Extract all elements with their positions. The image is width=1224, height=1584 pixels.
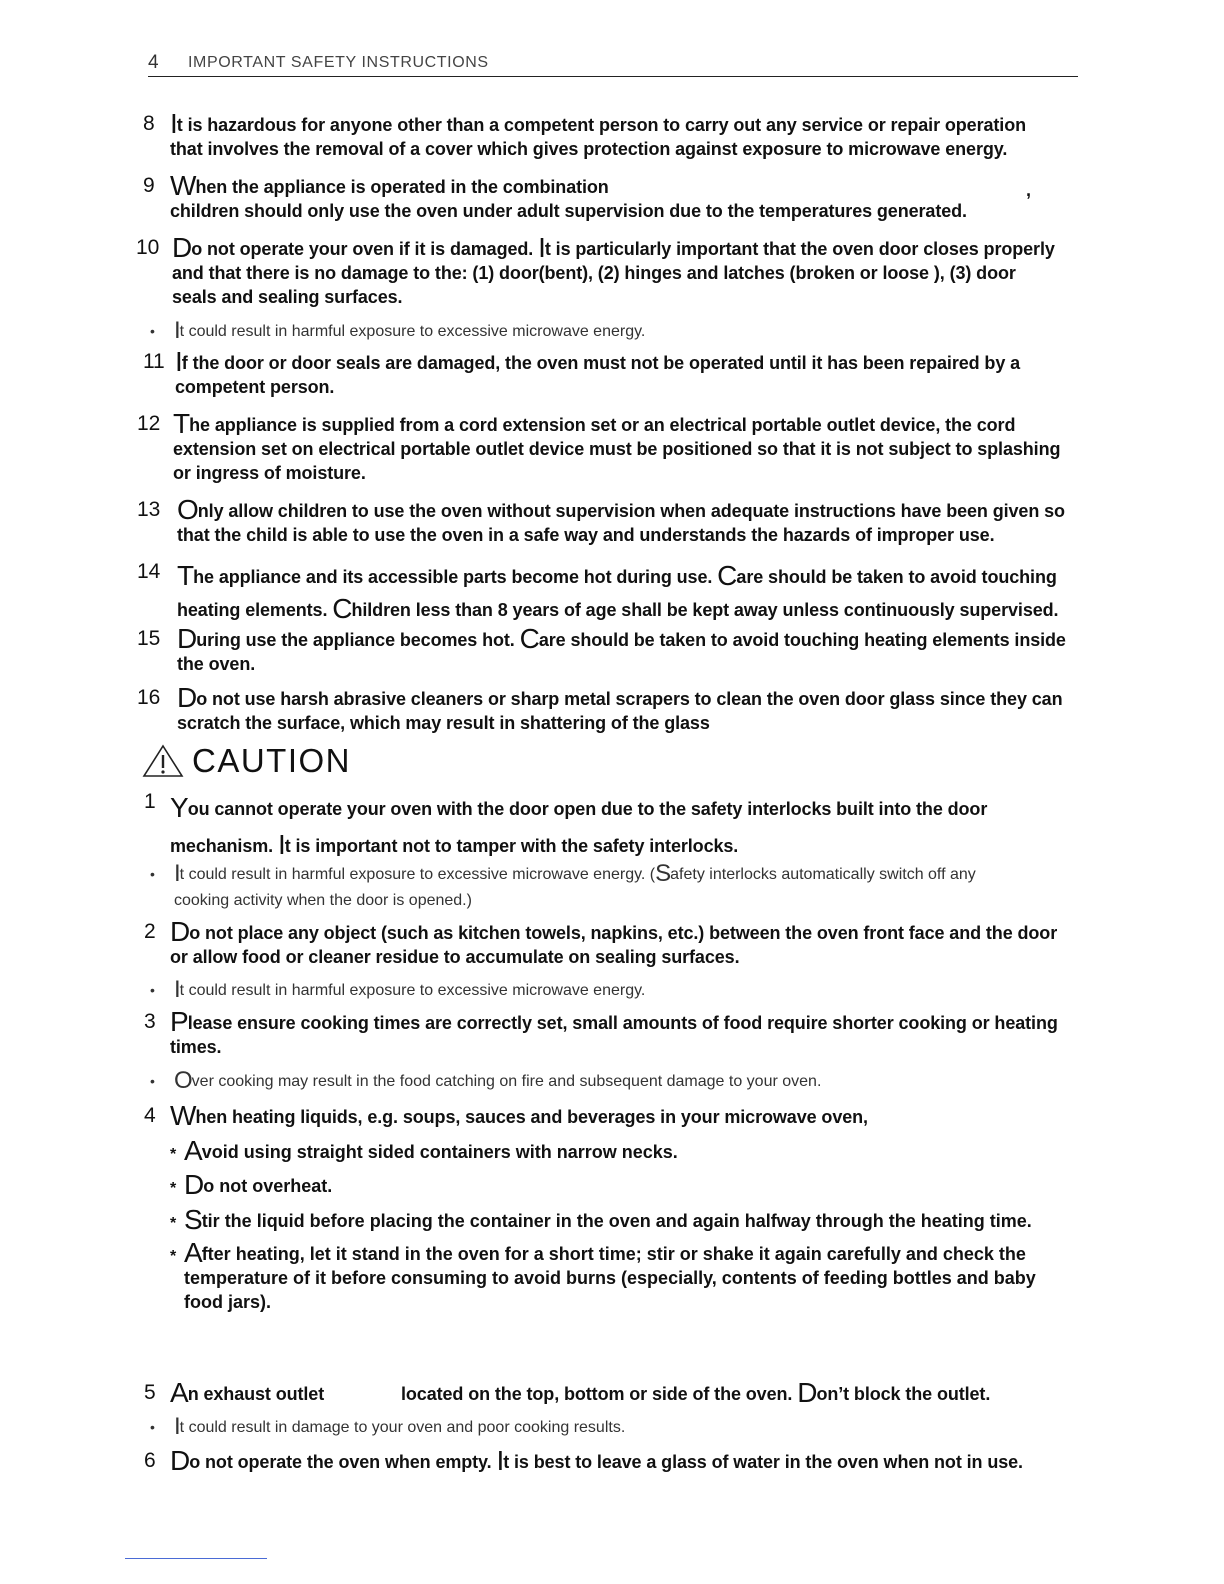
safety-item-9: 9 When the appliance is operated in the combination children should only use the oven under adult supervision due to the temperatures generated. , bbox=[143, 170, 1031, 221]
note-bullet: • Over cooking may result in the food catching on fire and subsequent damage to your oven. bbox=[150, 1067, 822, 1094]
item-number: 13 bbox=[137, 498, 161, 521]
caution-item-2: 2 Do not place any object (such as kitchen towels, napkins, etc.) between the oven front face and the door or allow food or cleaner residue to accumulate on sealing surfaces. bbox=[144, 916, 1058, 967]
safety-item-12: 12 The appliance is supplied from a cord extension set or an electrical portable outlet device, the cord extension set on electrical portable outlet device must be positioned so that it is not subject to splashing or ingress of moisture. bbox=[137, 408, 1061, 483]
item-number: 9 bbox=[143, 174, 155, 197]
caution-item-4: 4 When heating liquids, e.g. soups, sauces and beverages in your microwave oven, bbox=[144, 1100, 868, 1131]
page-header bbox=[148, 52, 1078, 77]
item-number: 11 bbox=[143, 350, 165, 373]
sub-item: * Stir the liquid before placing the container in the oven and again halfway through the heating time. bbox=[170, 1204, 1032, 1235]
caution-item-3: 3 Please ensure cooking times are correctly set, small amounts of food require shorter cooking or heating times. bbox=[144, 1006, 1058, 1057]
safety-item-16: 16 Do not use harsh abrasive cleaners or sharp metal scrapers to clean the oven door glass since they can scratch the surface, which may result in shattering of the glass bbox=[137, 682, 1063, 733]
item-number: 6 bbox=[144, 1449, 156, 1472]
item-number: 8 bbox=[143, 112, 155, 135]
caution-label: CAUTION bbox=[192, 742, 351, 779]
warning-triangle-icon bbox=[142, 744, 184, 778]
note-bullet: • It could result in harmful exposure to excessive microwave energy. bbox=[150, 976, 646, 1003]
caution-item-6: 6 Do not operate the oven when empty. It is best to leave a glass of water in the oven when not in use. bbox=[144, 1445, 1023, 1476]
item-number: 15 bbox=[137, 627, 161, 650]
safety-item-8: 8 It is hazardous for anyone other than a competent person to carry out any service or repair operation that involves the removal of a cover which gives protection against exposure to microwave energy. bbox=[143, 108, 1026, 159]
page-title: IMPORTANT SAFETY INSTRUCTIONS bbox=[188, 54, 489, 71]
item-number: 16 bbox=[137, 686, 161, 709]
sub-item: * After heating, let it stand in the oven for a short time; stir or shake it again carefully and check the temperature of it before consuming to avoid burns (especially, contents of feeding bottles and baby food jars). bbox=[170, 1237, 1036, 1312]
item-number: 14 bbox=[137, 560, 161, 583]
safety-item-15: 15 During use the appliance becomes hot. Care should be taken to avoid touching heating elements inside the oven. bbox=[137, 623, 1066, 674]
note-bullet: • It could result in harmful exposure to excessive microwave energy. (Safety interlocks automatically switch off any cooking activity when the door is opened.) bbox=[150, 860, 976, 909]
sub-item: * Do not overheat. bbox=[170, 1169, 333, 1200]
item-number: 4 bbox=[144, 1104, 156, 1127]
safety-item-10: 10 Do not operate your oven if it is damaged. It is particularly important that the oven door closes properly and that there is no damage to the: (1) door(bent), (2) hinges and latches (broken or loose ), (3) door seals and sealing surfaces. bbox=[136, 232, 1055, 307]
item-number: 12 bbox=[137, 412, 161, 435]
note-bullet: • It could result in damage to your oven and poor cooking results. bbox=[150, 1413, 626, 1440]
item-number: 3 bbox=[144, 1010, 156, 1033]
item-number: 2 bbox=[144, 920, 156, 943]
item-text: hen the appliance is operated in the combination bbox=[195, 177, 609, 197]
note-bullet: • It could result in harmful exposure to excessive microwave energy. bbox=[150, 317, 646, 344]
item-number: 10 bbox=[136, 236, 160, 259]
page-number: 4 bbox=[148, 52, 159, 73]
item-text: t is hazardous for anyone other than a competent person to carry out any service or repair operation bbox=[176, 115, 1026, 135]
footer-divider bbox=[125, 1558, 267, 1559]
safety-item-13: 13 Only allow children to use the oven without supervision when adequate instructions have been given so that the child is able to use the oven in a safe way and understands the hazards of improper use. bbox=[137, 494, 1065, 545]
item-number: 5 bbox=[144, 1381, 156, 1404]
sub-item: * Avoid using straight sided containers with narrow necks. bbox=[170, 1135, 678, 1166]
caution-item-1: 1 You cannot operate your oven with the door open due to the safety interlocks built into the door mechanism. It is important not to tamper with the safety interlocks. bbox=[144, 790, 988, 860]
safety-item-11: 11 If the door or door seals are damaged, the oven must not be operated until it has been repaired by a competent person. bbox=[143, 346, 1021, 397]
caution-item-5: 5 An exhaust outlet located on the top, bottom or side of the oven. Don’t block the outlet. bbox=[144, 1377, 991, 1408]
safety-item-14: 14 The appliance and its accessible parts become hot during use. Care should be taken to avoid touching heating elements. Children less than 8 years of age shall be kept away unless continuously supervised. bbox=[137, 560, 1059, 624]
item-number: 1 bbox=[144, 790, 156, 813]
